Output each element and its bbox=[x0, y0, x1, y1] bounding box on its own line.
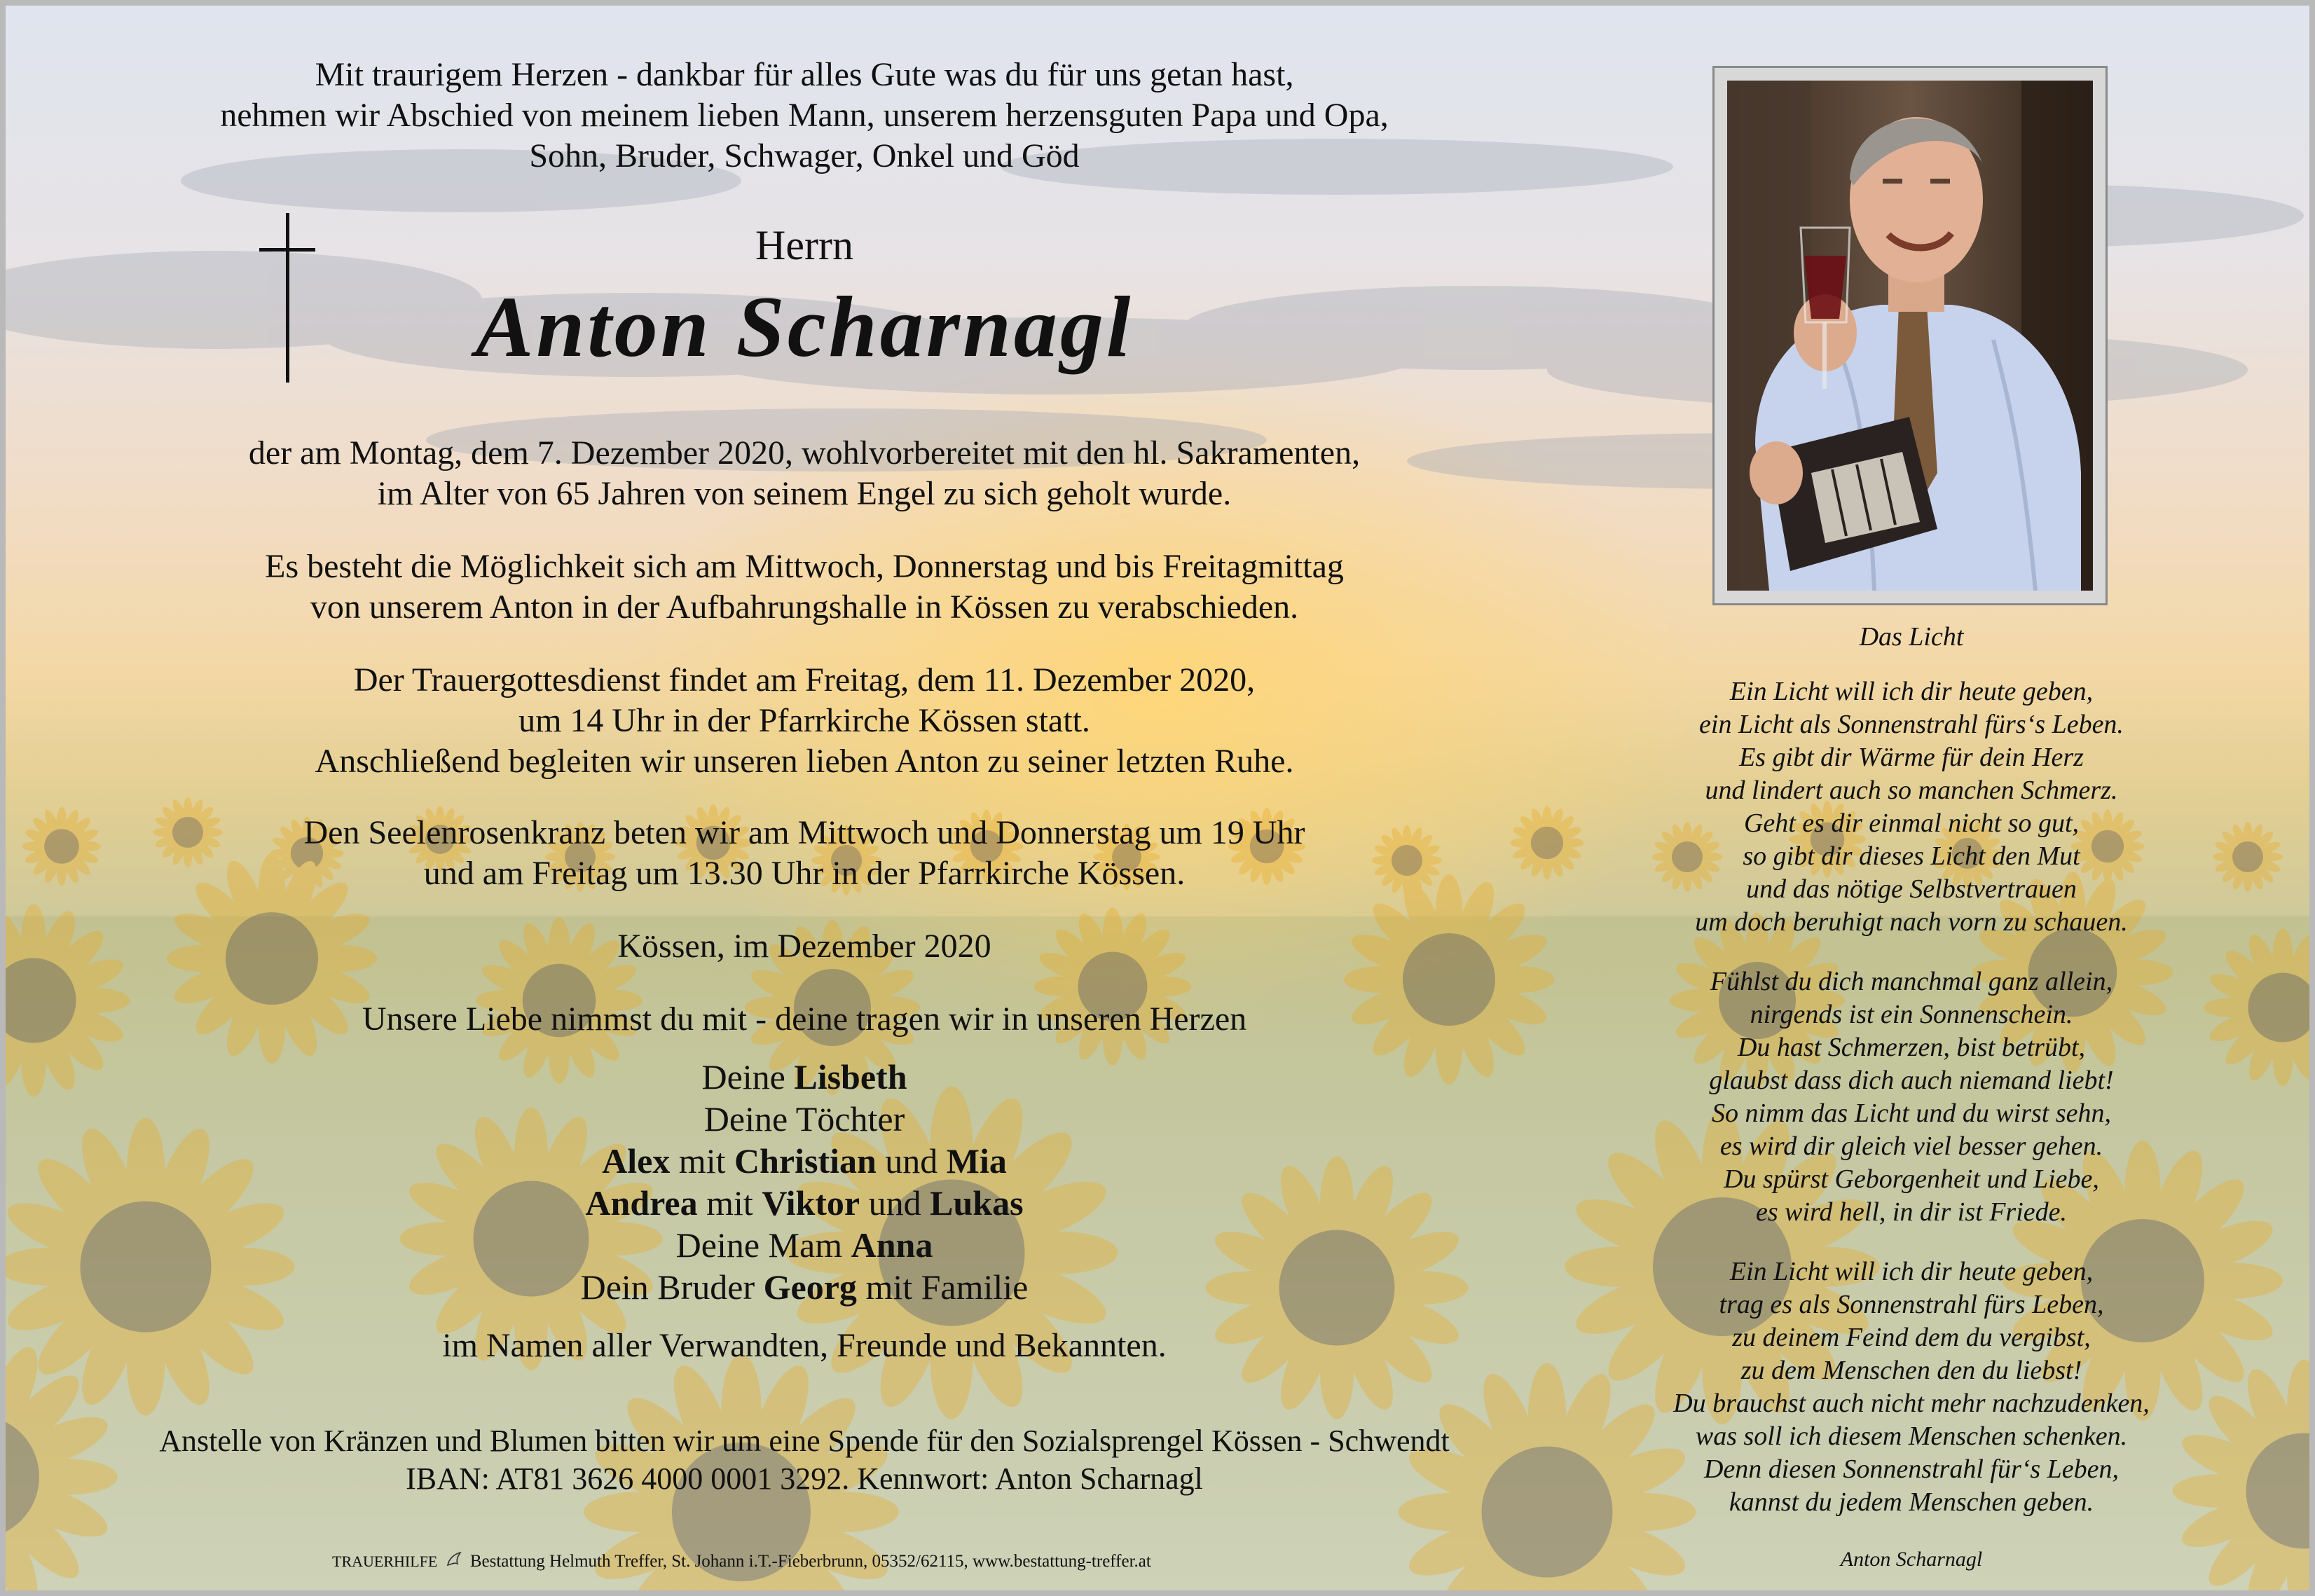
header-line-1: Mit traurigem Herzen - dankbar für alles Gute was du für uns getan hast, bbox=[315, 56, 1294, 93]
family-line-5 bbox=[6, 1223, 1603, 1267]
family-text: Deine bbox=[701, 1057, 795, 1096]
poem-line: Du hast Schmerzen, bist betrübt, bbox=[1737, 1033, 2086, 1062]
header-line-3: Sohn, Bruder, Schwager, Onkel und Göd bbox=[529, 137, 1080, 174]
footer-brand: TRAUERHILFE bbox=[332, 1553, 438, 1570]
salutation: Herrn bbox=[755, 222, 853, 268]
service-line-1: Der Trauergottesdienst findet am Freitag, dem 11. Dezember 2020, bbox=[353, 661, 1256, 699]
poem-line: Geht es dir einmal nicht so gut, bbox=[1743, 809, 2080, 838]
family-member-name: Viktor bbox=[762, 1183, 860, 1223]
poem-author: Anton Scharnagl bbox=[1840, 1548, 1983, 1571]
family-text: und bbox=[876, 1141, 947, 1181]
donation-line-1: Anstelle von Kränzen und Blumen bitten wir um eine Spende für den Sozialsprengel Kössen - Schwendt bbox=[159, 1424, 1450, 1458]
death-line-2: im Alter von 65 Jahren von seinem Engel zu sich geholt wurde. bbox=[377, 475, 1232, 512]
poem-line: und lindert auch so manchen Schmerz. bbox=[1705, 776, 2118, 805]
family-member-name: Christian bbox=[734, 1141, 877, 1181]
poem-line: Ein Licht will ich dir heute geben, bbox=[1729, 677, 2094, 706]
viewing-line-2: von unserem Anton in der Aufbahrungshalle in Kössen zu verabschieden. bbox=[310, 589, 1299, 626]
poem-line: Du brauchst auch nicht mehr nachzudenken, bbox=[1673, 1389, 2150, 1418]
poem-line: es wird dir gleich viel besser gehen. bbox=[1719, 1131, 2103, 1161]
rosary-line-2: und am Freitag um 13.30 Uhr in der Pfarrkirche Kössen. bbox=[423, 855, 1186, 892]
deceased-name: Anton Scharnagl bbox=[475, 279, 1134, 375]
poem-line: Es gibt dir Wärme für dein Herz bbox=[1739, 743, 2084, 772]
poem-line: So nimm das Licht und du wirst sehn, bbox=[1711, 1099, 2112, 1128]
family-member-name: Mia bbox=[946, 1141, 1007, 1181]
family-line-1 bbox=[6, 1055, 1603, 1099]
poem-line: nirgends ist ein Sonnenschein. bbox=[1750, 1000, 2073, 1029]
family-text: mit bbox=[697, 1183, 762, 1223]
poem-line: Ein Licht will ich dir heute geben, bbox=[1729, 1257, 2094, 1286]
viewing-line-1: Es besteht die Möglichkeit sich am Mittwoch, Donnerstag und bis Freitagmittag bbox=[265, 548, 1344, 585]
family-member-name: Alex bbox=[602, 1141, 671, 1181]
poem-line: so gibt dir dieses Licht den Mut bbox=[1743, 841, 2080, 871]
family-member-name: Georg bbox=[763, 1267, 857, 1307]
poem-line: um doch beruhigt nach vorn zu schauen. bbox=[1695, 907, 2128, 937]
poem-line: Denn diesen Sonnenstrahl für‘s Leben, bbox=[1703, 1454, 2120, 1484]
sunflower bbox=[1344, 874, 1554, 1085]
poem-line: und das nötige Selbstvertrauen bbox=[1746, 874, 2077, 904]
family-line-4 bbox=[6, 1181, 1603, 1225]
family-member-name: Anna bbox=[851, 1225, 933, 1265]
portrait-illustration bbox=[1727, 81, 2093, 591]
poem-line: glaubst dass dich auch niemand liebt! bbox=[1709, 1066, 2114, 1095]
poem-line: kannst du jedem Menschen geben. bbox=[1729, 1487, 2094, 1517]
footer-text: Bestattung Helmuth Treffer, St. Johann i.T.-Fieberbrunn, 05352/62115, www.bestattung-treffer.at bbox=[469, 1552, 1151, 1571]
poem-line: Du spürst Geborgenheit und Liebe, bbox=[1724, 1164, 2099, 1194]
family-member-name: Andrea bbox=[585, 1183, 698, 1223]
family-line-2 bbox=[6, 1097, 1603, 1141]
poem-line: was soll ich diesem Menschen schenken. bbox=[1695, 1422, 2128, 1451]
family-text: mit bbox=[670, 1141, 734, 1181]
family-text: Deine Töchter bbox=[703, 1099, 905, 1138]
family-member-name: Lukas bbox=[930, 1183, 1024, 1223]
family-text: mit Familie bbox=[856, 1267, 1029, 1307]
portrait-frame bbox=[1712, 66, 2108, 605]
family-member-name: Lisbeth bbox=[794, 1057, 907, 1096]
rosary-line-1: Den Seelenrosenkranz beten wir am Mittwoch und Donnerstag um 19 Uhr bbox=[303, 814, 1305, 851]
love-line: Unsere Liebe nimmst du mit - deine tragen wir in unseren Herzen bbox=[362, 1000, 1247, 1038]
family-line-3 bbox=[6, 1139, 1603, 1183]
place-date: Kössen, im Dezember 2020 bbox=[617, 928, 991, 965]
portrait-photo bbox=[1727, 81, 2093, 591]
dove-logo-icon bbox=[445, 1550, 463, 1569]
donation-iban: IBAN: AT81 3626 4000 0001 3292. Kennwort: Anton Scharnagl bbox=[406, 1461, 1203, 1496]
poem-line: zu deinem Feind dem du vergibst, bbox=[1732, 1323, 2091, 1352]
funeral-home-footer bbox=[332, 1550, 1151, 1571]
header-line-2: nehmen wir Abschied von meinem lieben Mann, unserem herzensguten Papa und Opa, bbox=[220, 97, 1389, 134]
family-text: und bbox=[860, 1183, 930, 1223]
family-text: Dein Bruder bbox=[580, 1267, 764, 1307]
poem-title: Das Licht bbox=[1859, 622, 1964, 652]
family-text: Deine Mam bbox=[675, 1225, 851, 1265]
service-line-2: um 14 Uhr in der Pfarrkirche Kössen statt. bbox=[518, 702, 1090, 739]
death-line-1: der am Montag, dem 7. Dezember 2020, wohlvorbereitet mit den hl. Sakramenten, bbox=[248, 434, 1361, 472]
family-line-6 bbox=[6, 1265, 1603, 1309]
poem-line: ein Licht als Sonnenstrahl fürs‘s Leben. bbox=[1699, 710, 2124, 739]
service-line-3: Anschließend begleiten wir unseren lieben Anton zu seiner letzten Ruhe. bbox=[315, 743, 1294, 780]
closing-line: im Namen aller Verwandten, Freunde und Bekannten. bbox=[442, 1327, 1167, 1364]
poem-line: es wird hell, in dir ist Friede. bbox=[1755, 1197, 2067, 1227]
poem-line: trag es als Sonnenstrahl fürs Leben, bbox=[1719, 1290, 2104, 1319]
poem-line: zu dem Menschen den du liebst! bbox=[1740, 1356, 2082, 1385]
poem-line: Fühlst du dich manchmal ganz allein, bbox=[1710, 967, 2113, 996]
